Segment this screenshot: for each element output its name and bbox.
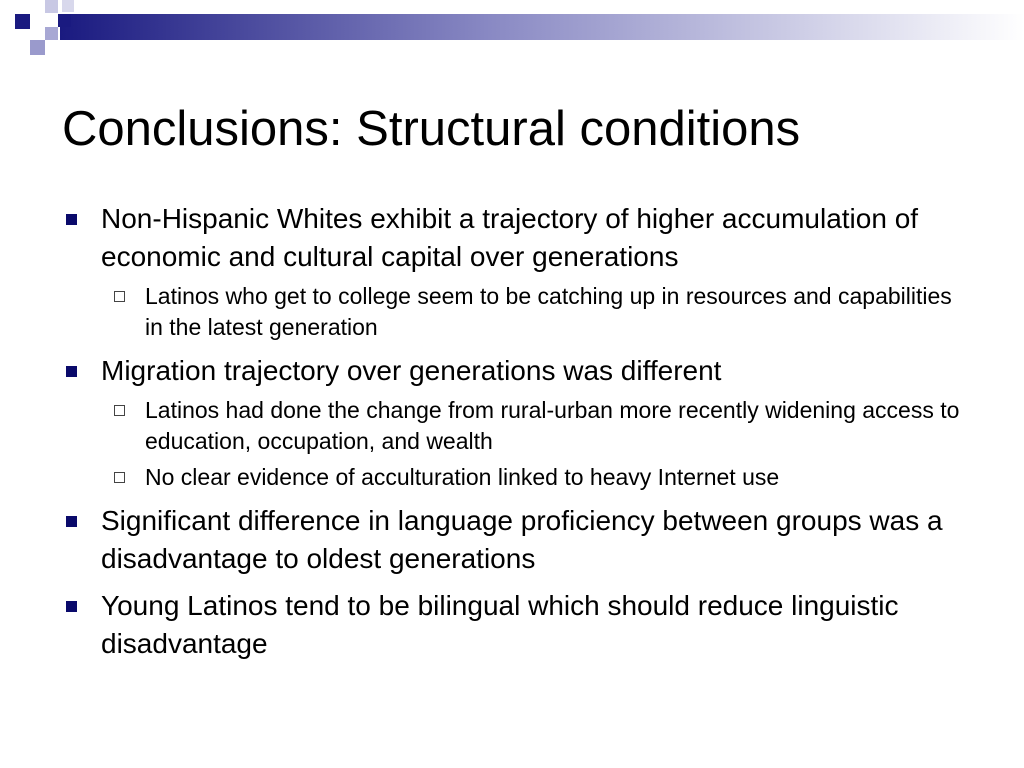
bullet-item (62, 587, 962, 663)
bullet-text: Significant difference in language proficiency between groups was a disadvantage to oldest generations (101, 505, 943, 574)
bullet-text: Migration trajectory over generations was different (101, 355, 722, 386)
square-bullet-icon (66, 516, 77, 527)
bullet-text: Young Latinos tend to be bilingual which should reduce linguistic disadvantage (101, 590, 899, 659)
slide-body (62, 200, 962, 672)
hollow-square-bullet-icon (114, 405, 125, 416)
deco-square (58, 14, 71, 27)
bullet-list (62, 200, 962, 663)
hollow-square-bullet-icon (114, 472, 125, 483)
square-bullet-icon (66, 366, 77, 377)
bullet-item (62, 502, 962, 578)
deco-square (15, 14, 30, 29)
sub-bullet-item (101, 281, 962, 343)
slide-title: Conclusions: Structural conditions (62, 102, 801, 156)
bullet-item (62, 352, 962, 493)
deco-square (62, 0, 74, 12)
sub-bullet-text: No clear evidence of acculturation linked to heavy Internet use (145, 464, 780, 490)
sub-bullet-list (101, 395, 962, 493)
sub-bullet-item (101, 395, 962, 457)
square-bullet-icon (66, 601, 77, 612)
deco-square (45, 0, 58, 13)
deco-square (45, 27, 58, 40)
hollow-square-bullet-icon (114, 291, 125, 302)
deco-square (30, 40, 45, 55)
bullet-text: Non-Hispanic Whites exhibit a trajectory of higher accumulation of economic and cultural capital over generations (101, 203, 919, 272)
sub-bullet-text: Latinos had done the change from rural-urban more recently widening access to education, occupation, and wealth (145, 397, 960, 454)
header-decoration (0, 0, 1024, 70)
sub-bullet-text: Latinos who get to college seem to be catching up in resources and capabilities in the latest generation (145, 283, 952, 340)
sub-bullet-list (101, 281, 962, 343)
bullet-item (62, 200, 962, 343)
sub-bullet-item (101, 462, 962, 493)
header-gradient-band (60, 14, 1024, 40)
square-bullet-icon (66, 214, 77, 225)
